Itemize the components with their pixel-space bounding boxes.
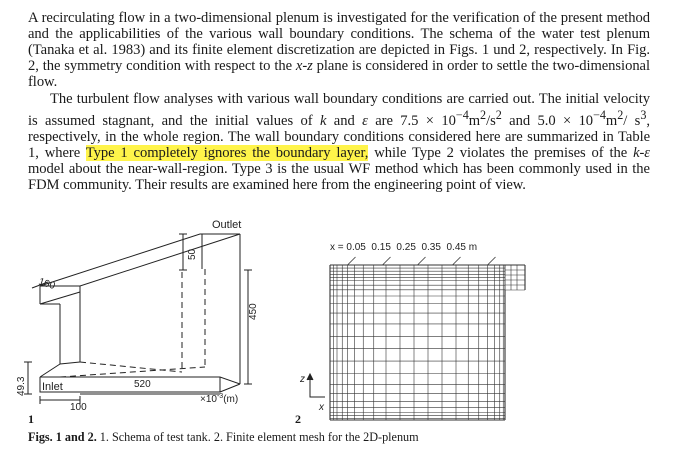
p1-line4-end: plane is considered in order	[316, 58, 478, 75]
p2-line2b: are 7.5 × 10	[375, 112, 456, 129]
figure2-number: 2	[295, 412, 301, 426]
mesh-line	[488, 257, 496, 265]
dim-450-label: 450	[248, 303, 259, 320]
outlet-label: Outlet	[212, 219, 242, 231]
p2-s1: /s	[486, 112, 496, 129]
mesh-line	[383, 257, 391, 265]
p2-sq2: 2	[495, 108, 502, 123]
p2-k-eps-model: k-ε	[633, 145, 651, 162]
highlighted-sentence: Type 1 completely ignores the boundary layer,	[85, 145, 369, 162]
p2-cube: 3	[640, 108, 647, 123]
figure-caption	[28, 430, 419, 445]
p2-line5a: the	[609, 145, 628, 162]
dim-50-label: 50	[187, 248, 198, 260]
p2-and: and	[333, 112, 355, 129]
p2-exp2: −4	[593, 108, 606, 123]
p2-line4b: while Type 2 violates the premises of	[374, 145, 604, 162]
p2-line4a: Table 1, where	[28, 129, 650, 162]
p2-sq3: 2	[617, 108, 624, 123]
p2-line6: used in the FDM community. Their results are examined here from the engineering point of view.	[28, 161, 650, 194]
figure1-tank-schema	[16, 212, 350, 442]
dim-520-label: 520	[134, 379, 151, 390]
axis-x-label: x	[319, 402, 324, 413]
dim-493-label: 49.3	[16, 376, 27, 396]
p1-line3: test plenum (Tanaka et al. 1983) and its finite element discretization are depicted in Figs. 1 und 2,	[28, 26, 650, 59]
p1-line4: respectively. In Fig. 2, the symmetry condition with respect to the	[28, 42, 650, 75]
unit-label: $\times 10^{-3}(m)$	[200, 393, 239, 405]
mesh-line	[348, 257, 356, 265]
p2-line3b: , respectively, in the whole region. The wall boundary conditions considered here are summarized in	[28, 112, 650, 146]
p2-line2e: and 5.0 × 10	[509, 112, 594, 129]
p1-line1: A recirculating flow in a two-dimensional plenum is investigated for the verification of the present	[28, 10, 603, 26]
figures-area	[0, 200, 695, 457]
caption-bold: Figs. 1 and 2.	[28, 430, 97, 444]
p2-m1: m	[468, 112, 481, 129]
figure2-x-label: x = 0.05 0.15 0.25 0.35 0.45 m	[330, 242, 478, 253]
p1-line2: method and the applicabilities of the various wall boundary conditions. The schema of the water	[28, 10, 650, 43]
paragraph-analysis	[28, 91, 650, 193]
inlet-label: Inlet	[42, 381, 63, 393]
dim-100-bottom-label: 100	[70, 402, 87, 413]
paragraph-intro	[28, 10, 650, 90]
mesh-line	[453, 257, 461, 265]
p2-sq1: 2	[480, 108, 487, 123]
p1-xz-plane: x-z	[295, 58, 313, 75]
figure1-number: 1	[28, 412, 34, 426]
p2-m2: m	[605, 112, 618, 129]
dim-100-top-label: 100	[37, 276, 57, 293]
p2-line1: The turbulent flow analyses with various wall boundary conditions are carried out. The initial	[50, 91, 600, 107]
axis-z-label: z	[300, 374, 305, 385]
p2-slash: /	[623, 112, 628, 129]
caption-text: 1. Schema of test tank. 2. Finite element mesh for the 2D-plenum	[99, 430, 419, 444]
figure2-fe-mesh	[325, 255, 535, 425]
p2-s3: s	[634, 112, 641, 129]
mesh-line	[418, 257, 426, 265]
p2-eps-symbol: ε	[362, 112, 368, 129]
p2-line5b: model about the near-wall-region. Type 3 is the usual WF method which has been commonly	[28, 161, 581, 178]
p1-line5: to settle the two-dimensional flow.	[28, 58, 650, 91]
p2-line2a: velocity is assumed stagnant, and the initial values of	[28, 91, 650, 129]
p2-exp1: −4	[455, 108, 469, 123]
p2-k-symbol: k	[319, 112, 327, 129]
